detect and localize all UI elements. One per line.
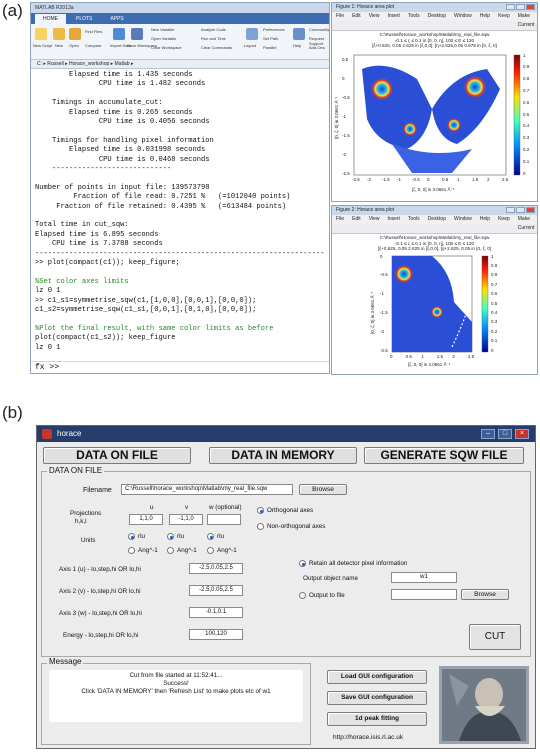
- tick-label: -1: [380, 291, 385, 297]
- figure-1-caption-3: [ξ+0.625, 0.05 2.625 in [ξ,0,0], [η+2.625,0.05 0.675 in [0, ξ, 0]: [372, 43, 497, 48]
- figure-1-ylabel: [0, ζ, 0] in 3.0661 Å⁻¹: [334, 96, 339, 139]
- figure-2-caption-2: -0.1 ≤ ς ≤ 0.1 in [0, 0, η], 100 ≤ E ≤ 120: [394, 240, 475, 246]
- output-to-file-label: Output to file: [309, 592, 345, 599]
- console-line: lz 0 1: [35, 287, 61, 296]
- projection-w-input[interactable]: [207, 514, 241, 525]
- tick-label: 1.5: [472, 176, 479, 182]
- orthogonal-axes-label: Orthogonal axes: [267, 507, 314, 514]
- figure-2-plot-area: [332, 252, 537, 372]
- console-line: Timings in accumulate_cut:: [35, 99, 163, 108]
- unit-u-ang-label: Ang^-1: [138, 547, 158, 554]
- tick-label: 2.5: [468, 353, 475, 359]
- tick-label: 0.4: [491, 309, 498, 315]
- console-line: Elapsed time is 6.895 seconds: [35, 230, 159, 239]
- save-workspace-icon[interactable]: [131, 28, 143, 40]
- figure-2-peak-2: [431, 306, 443, 318]
- column-u-label: u: [150, 504, 154, 511]
- figure-2-ylabel: [0, ζ, 0] in 3.0661 Å⁻¹: [370, 291, 375, 334]
- console-line: [35, 127, 325, 136]
- tick-label: 0.3: [523, 135, 530, 141]
- retain-pixel-info-label: Retain all detector pixel information: [309, 560, 408, 567]
- figure-2-caption-3: [ξ+0.625, 0.05 2.625 in [ξ,0,0], [η+2.625, 0.05 in [0, ξ, 0]: [377, 246, 492, 251]
- figure-1-title-bar: [332, 3, 537, 12]
- output-to-file-radio[interactable]: [299, 592, 306, 599]
- ribbon-community[interactable]: Community: [309, 27, 330, 32]
- data-in-memory-button[interactable]: DATA IN MEMORY: [209, 447, 357, 464]
- output-object-name-label: Output object name: [303, 575, 358, 582]
- projections-label: Projections: [70, 510, 102, 517]
- figure-1-peak-3: [403, 122, 417, 136]
- tick-label: 0.9: [523, 64, 530, 70]
- panel-label-b: (b): [2, 403, 23, 422]
- tick-label: -0.5: [412, 176, 420, 182]
- tick-label: -2.5: [352, 176, 360, 182]
- console-line: Fraction of file retained: 0.4395 % (=613484 points): [35, 202, 287, 211]
- tick-label: 0.3: [491, 319, 498, 325]
- figure-1-peak-2: [464, 76, 486, 98]
- figure-1-colorbar: [514, 55, 520, 175]
- console-line: lz 0 1: [35, 343, 61, 352]
- tick-label: 0.7: [523, 87, 530, 93]
- open-folder-icon[interactable]: [69, 28, 81, 40]
- figure-1-plot-area: [332, 49, 537, 199]
- horace-window: [36, 425, 536, 749]
- data-on-file-panel: [41, 471, 531, 657]
- console-line: Total time in cut_sqw:: [35, 221, 129, 230]
- console-line: Elapsed time is 0.031998 seconds: [35, 146, 206, 155]
- tick-label: -1.5: [382, 176, 390, 182]
- output-file-browse-button[interactable]: Browse: [461, 589, 509, 600]
- tick-label: -0.5: [342, 94, 350, 100]
- minimize-button[interactable]: [506, 207, 515, 213]
- console-line: [35, 90, 325, 99]
- generate-sqw-file-button[interactable]: GENERATE SQW FILE: [364, 447, 524, 464]
- ribbon-new-variable[interactable]: New Variable: [151, 27, 175, 32]
- axis-2-label: Axis 2 (v) - lo,step,hi OR lo,hi: [59, 588, 141, 595]
- console-line: [35, 212, 325, 221]
- figure-2-title: Figure 2: Horace area plot: [336, 207, 395, 213]
- console-line: Fraction of file read: 0.7251 % (=1012040 points): [35, 193, 291, 202]
- horace-portrait-image: [439, 666, 529, 744]
- figure-1-xlabel: [ζ, 0, 0] in 3.0661 Å⁻¹: [412, 186, 455, 192]
- figure-1-title: Figure 1: Horace area plot: [336, 4, 395, 10]
- menu-item[interactable]: File: [336, 216, 345, 222]
- ribbon-label-layout: Layout: [244, 43, 257, 48]
- menu-item[interactable]: Tools: [407, 13, 420, 19]
- horace-url[interactable]: http://horace.isis.rl.ac.uk: [333, 734, 404, 741]
- output-object-name-input[interactable]: w1: [391, 572, 457, 583]
- peak-fitting-button[interactable]: 1d peak fitting: [327, 712, 427, 726]
- tick-label: 0.7: [491, 281, 498, 287]
- menu-item[interactable]: Window: [453, 13, 472, 19]
- command-prompt[interactable]: [31, 361, 329, 373]
- figure-1-caption-1: C:\Russell\Horace_workshop\Matlab\my_real_file.sqw: [379, 32, 490, 37]
- tick-label: 1: [421, 353, 424, 359]
- tick-label: 0.1: [491, 338, 498, 344]
- maximize-button[interactable]: □: [498, 429, 512, 439]
- ribbon-find-files[interactable]: Find Files: [85, 29, 103, 34]
- tick-label: 0: [523, 170, 526, 176]
- non-orthogonal-axes-label: Non-orthogonal axes: [267, 523, 326, 530]
- tick-label: 0: [427, 176, 430, 182]
- data-on-file-panel-label: DATA ON FILE: [49, 466, 103, 475]
- message-line-1: Cut from file started at 11:52:41...: [129, 672, 223, 679]
- minimize-button[interactable]: [506, 4, 515, 10]
- ribbon-label-help: Help: [293, 43, 302, 48]
- unit-w-rlu-label: rlu: [217, 533, 224, 540]
- close-button[interactable]: [526, 4, 535, 10]
- unit-w-ang-radio[interactable]: [207, 547, 214, 554]
- tick-label: -1: [397, 176, 402, 182]
- menu-item[interactable]: File: [336, 13, 345, 19]
- unit-v-ang-label: Ang^-1: [177, 547, 197, 554]
- non-orthogonal-axes-radio[interactable]: [257, 523, 264, 530]
- maximize-button[interactable]: [516, 207, 525, 213]
- figure-1-peak-1: [371, 78, 393, 100]
- tick-label: 0.6: [491, 291, 498, 297]
- ribbon-analyze-code[interactable]: Analyze Code: [201, 27, 226, 32]
- console-line: Elapsed time is 1.435 seconds: [35, 71, 193, 79]
- horace-title-bar: [37, 426, 535, 442]
- axis-1-label: Axis 1 (u) - lo,step,hi OR lo,hi: [59, 566, 141, 573]
- ribbon-open-variable[interactable]: Open Variable: [151, 36, 177, 41]
- console-line: CPU time is 0.4056 seconds: [35, 118, 210, 127]
- tick-label: -2.5: [342, 170, 350, 176]
- import-data-icon[interactable]: [113, 28, 125, 40]
- matlab-figure-icon: [42, 429, 52, 439]
- tick-label: -0.5: [380, 272, 388, 278]
- tick-label: -2: [380, 328, 385, 334]
- ribbon-compare[interactable]: Compare: [85, 43, 102, 48]
- tick-label: 0.2: [491, 328, 498, 334]
- console-line: %Plot the final result, with same color limits as before: [35, 324, 274, 333]
- tick-label: -1.5: [380, 309, 388, 315]
- tick-label: 0.5: [405, 353, 412, 359]
- tab-plots[interactable]: PLOTS: [76, 16, 93, 22]
- current-folder-path[interactable]: C: ▸ Russell ▸ Horace_workshop ▸ Matlab ▸: [31, 60, 329, 69]
- figure-2-xlabel: [ζ, 0, 0] in 3.0661 Å⁻¹: [408, 361, 451, 367]
- tick-label: -2: [367, 176, 372, 182]
- tick-label: -1.5: [342, 132, 350, 138]
- message-line-3: Click 'DATA IN MEMORY' then 'Refresh List' to make plots etc of w1: [81, 687, 271, 695]
- ribbon-clear-commands[interactable]: Clear Commands: [201, 45, 233, 50]
- tick-label: 0.6: [523, 99, 530, 105]
- menu-item[interactable]: Insert: [387, 216, 400, 222]
- orthogonal-axes-radio[interactable]: [257, 507, 264, 514]
- console-line: Number of points in input file: 139573798: [35, 183, 210, 192]
- axis-3-input[interactable]: -0.1,0.1: [189, 607, 243, 618]
- console-line: c1_s2=symmetrise_sqw(c1_s1,[0,0,1],[0,1,0],[0,0,0]);: [35, 306, 257, 315]
- unit-u-ang-radio[interactable]: [128, 547, 135, 554]
- unit-v-ang-radio[interactable]: [167, 547, 174, 554]
- menu-item[interactable]: Keep: [498, 216, 510, 222]
- tick-label: 0.1: [523, 158, 530, 164]
- tick-label: 0: [390, 353, 393, 359]
- figure-2-menu: [332, 215, 537, 231]
- ribbon-label-import: Import Data: [110, 43, 131, 48]
- menu-item[interactable]: Desktop: [427, 13, 446, 19]
- tick-label: 0.8: [491, 272, 498, 278]
- unit-w-ang-label: Ang^-1: [217, 547, 237, 554]
- menu-item[interactable]: Edit: [352, 216, 361, 222]
- unit-u-rlu-label: rlu: [138, 533, 145, 540]
- figure-1-menu: [332, 12, 537, 28]
- console-line: [35, 268, 325, 277]
- message-box: [49, 670, 303, 722]
- menu-item[interactable]: Help: [479, 216, 491, 222]
- retain-pixel-info-radio[interactable]: [299, 560, 306, 567]
- menu-item[interactable]: Tools: [407, 216, 420, 222]
- ribbon-label-save-ws: Save Workspace: [127, 43, 158, 48]
- ribbon-label-new-script: New Script: [33, 43, 53, 48]
- tick-label: 0: [380, 253, 383, 259]
- tick-label: 0.4: [523, 123, 530, 129]
- console-line: CPU time is 0.0468 seconds: [35, 155, 210, 164]
- console-line: Timings for handling pixel information: [35, 136, 214, 145]
- tick-label: 1.5: [436, 353, 444, 359]
- figure-1-peak-4: [447, 118, 461, 132]
- tick-label: 2: [487, 176, 490, 182]
- tick-label: 2: [452, 353, 455, 359]
- tick-label: 0.9: [491, 262, 498, 268]
- console-line: CPU time is 7.3788 seconds: [35, 240, 163, 249]
- unit-v-rlu-radio[interactable]: [167, 533, 174, 540]
- menu-item[interactable]: Keep: [498, 13, 510, 19]
- tick-label: 1: [491, 253, 494, 259]
- matlab-ribbon: [31, 24, 329, 60]
- tick-label: 2.5: [502, 176, 509, 182]
- figure-2-title-bar: [332, 206, 537, 215]
- tick-label: 0.5: [491, 300, 498, 306]
- menu-item[interactable]: Edit: [352, 13, 361, 19]
- console-line: Elapsed time is 0.265 seconds: [35, 108, 193, 117]
- console-line: %Set color axes limits: [35, 277, 129, 286]
- data-on-file-button[interactable]: DATA ON FILE: [43, 447, 191, 464]
- tab-home[interactable]: HOME: [35, 14, 66, 24]
- ribbon-clear-workspace[interactable]: Clear Workspace: [151, 45, 182, 50]
- layout-icon[interactable]: [246, 28, 258, 40]
- figure-1-toolbar: [332, 21, 537, 31]
- matlab-title-bar: MATLAB R2013a: [31, 3, 329, 13]
- filename-browse-button[interactable]: Browse: [299, 484, 347, 495]
- figure-2-intensity-map: [332, 252, 538, 372]
- ribbon-run-and-time[interactable]: Run and Time: [201, 36, 226, 41]
- figure-1-window: [331, 2, 538, 202]
- console-line: CPU time is 1.482 seconds: [35, 80, 206, 89]
- matlab-window: [30, 2, 330, 374]
- axis-1-input[interactable]: -2.5,0.05,2.5: [189, 563, 243, 574]
- menu-item[interactable]: View: [368, 13, 380, 19]
- command-window[interactable]: [31, 69, 329, 353]
- ribbon-parallel[interactable]: Parallel: [263, 45, 277, 50]
- ribbon-set-path[interactable]: Set Path: [263, 36, 279, 41]
- tick-label: 0.5: [442, 176, 449, 182]
- ribbon-label-new: New: [55, 43, 64, 48]
- tick-label: 1: [457, 176, 460, 182]
- tick-label: -1: [342, 113, 347, 119]
- tick-label: 0: [342, 75, 345, 81]
- console-line: >> c1_s1=symmetrise_sqw(c1,[1,0,0],[0,0,1],[0,0,0]);: [35, 296, 257, 305]
- menu-item[interactable]: Make Current: [517, 13, 535, 28]
- horace-window-title: horace: [57, 429, 82, 438]
- menu-item[interactable]: Insert: [387, 13, 400, 19]
- console-line: ----------------------------: [35, 165, 172, 174]
- console-line: --------------------------------------------------------------------: [35, 249, 325, 258]
- unit-v-rlu-label: rlu: [177, 533, 184, 540]
- projections-hkl-label: h,k,l: [75, 518, 87, 525]
- matlab-ribbon-tabs: [31, 13, 329, 24]
- message-panel-label: Message: [49, 657, 82, 666]
- menu-item[interactable]: Make Current: [517, 216, 535, 231]
- filename-label: Filename: [83, 487, 112, 494]
- output-file-input[interactable]: [391, 589, 457, 600]
- energy-input[interactable]: 100,120: [189, 629, 243, 640]
- figure-2-colorbar: [482, 256, 488, 352]
- console-line: plot(compact(c1_s2)); keep_figure: [35, 334, 176, 343]
- tick-label: -2.5: [380, 347, 388, 353]
- close-button[interactable]: [526, 207, 535, 213]
- column-v-label: v: [185, 504, 189, 511]
- unit-w-rlu-radio[interactable]: [207, 533, 214, 540]
- units-label: Units: [81, 537, 96, 544]
- figure-2-caption-1: C:\Russell\Horace_workshop\Matlab\my_real_file.sqw: [379, 235, 490, 240]
- new-script-icon[interactable]: [35, 28, 47, 40]
- figure-2-peak-1: [395, 265, 413, 283]
- prompt-text: fx >>: [35, 363, 60, 372]
- message-line-2: Success!: [163, 679, 189, 687]
- figure-1-caption-2: -0.1 ≤ ς ≤ 0.1 in [0, 0, η], 100 ≤ E ≤ 120: [394, 37, 475, 43]
- menu-item[interactable]: Help: [479, 13, 491, 19]
- ribbon-request-support[interactable]: Request Support: [309, 36, 324, 46]
- projection-u-input[interactable]: 1,1,0: [129, 514, 163, 525]
- menu-item[interactable]: Window: [453, 216, 472, 222]
- minimize-button[interactable]: –: [481, 429, 495, 439]
- console-line: [35, 315, 325, 324]
- maximize-button[interactable]: [516, 4, 525, 10]
- console-line: [35, 174, 325, 183]
- save-gui-configuration-button[interactable]: Save GUI configuration: [327, 691, 427, 705]
- new-icon[interactable]: [53, 28, 65, 40]
- figure-2-toolbar: [332, 224, 537, 234]
- cut-button[interactable]: CUT: [469, 624, 521, 650]
- help-icon[interactable]: [293, 28, 305, 40]
- menu-item[interactable]: Desktop: [427, 216, 446, 222]
- panel-label-a: (a): [2, 1, 23, 20]
- tick-label: 0.5: [523, 111, 530, 117]
- close-button[interactable]: ×: [515, 429, 529, 439]
- console-line: >> plot(compact(c1)); keep_figure;: [35, 259, 180, 268]
- menu-item[interactable]: View: [368, 216, 380, 222]
- axis-2-input[interactable]: -2.5,0.05,2.5: [189, 585, 243, 596]
- tick-label: 0.8: [523, 76, 530, 82]
- tick-label: 1: [523, 52, 526, 58]
- unit-u-rlu-radio[interactable]: [128, 533, 135, 540]
- tick-label: 0: [491, 347, 494, 353]
- figure-2-window: [331, 205, 538, 375]
- energy-label: Energy - lo,step,hi OR lo,hi: [63, 632, 139, 639]
- column-w-label: w (optional): [209, 504, 242, 511]
- tick-label: 0.5: [342, 56, 349, 62]
- tick-label: 0.2: [523, 146, 530, 152]
- ribbon-label-open: Open: [69, 43, 79, 48]
- axis-3-label: Axis 3 (w) - lo,step,hi OR lo,hi: [59, 610, 142, 617]
- tab-apps[interactable]: APPS: [110, 16, 124, 22]
- tick-label: -2: [342, 151, 347, 157]
- filename-input[interactable]: C:\Russell\horace_workshop\Matlab\my_real_file.sqw: [121, 484, 293, 495]
- ribbon-add-ons[interactable]: Add-Ons: [309, 45, 325, 50]
- projection-v-input[interactable]: -1,1,0: [169, 514, 203, 525]
- load-gui-configuration-button[interactable]: Load GUI configuration: [327, 670, 427, 684]
- ribbon-preferences[interactable]: Preferences: [263, 27, 285, 32]
